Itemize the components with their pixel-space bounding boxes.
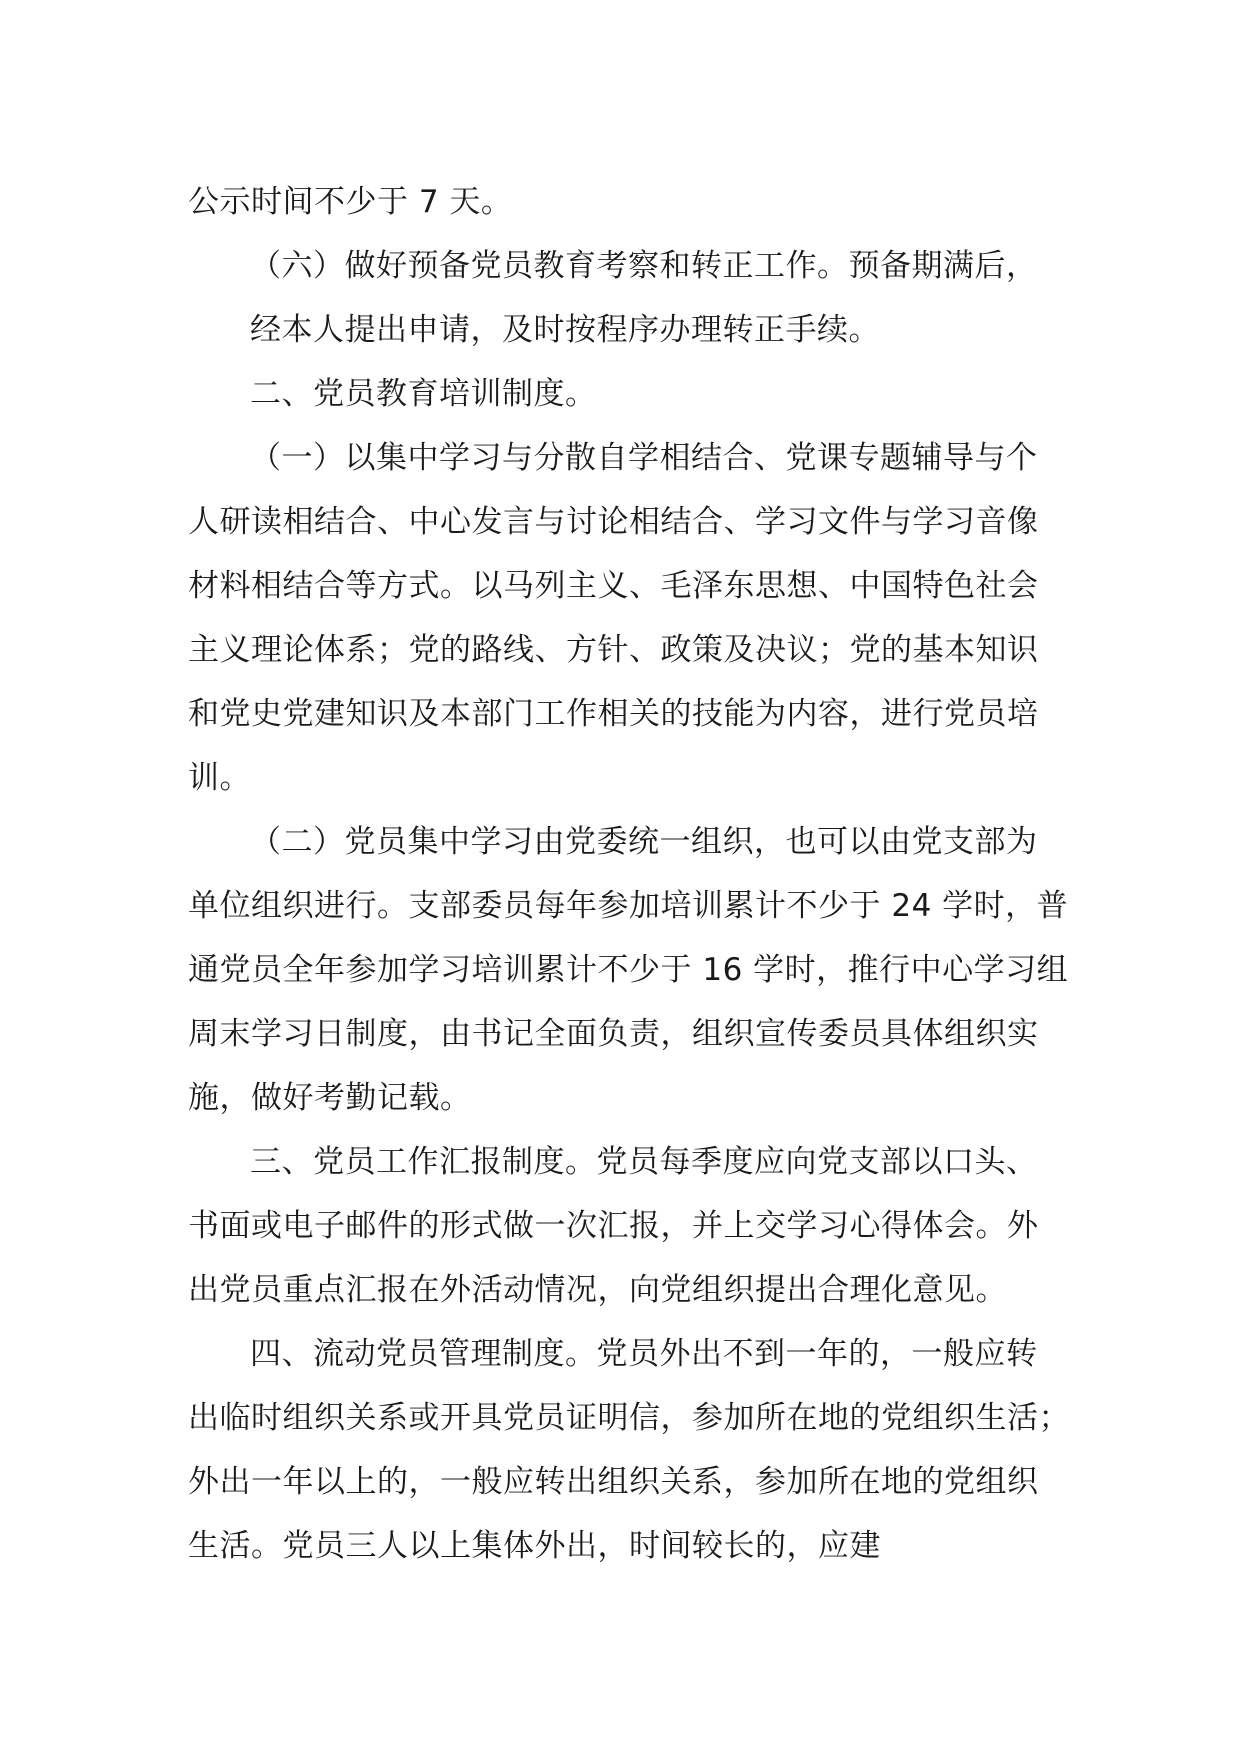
body-line: 训。 (188, 760, 251, 796)
body-line: 单位组织进行。支部委员每年参加培训累计不少于 24 学时，普 (188, 888, 1069, 924)
body-line: 施，做好考勤记载。 (188, 1080, 472, 1116)
section-heading: 二、党员教育培训制度。 (250, 376, 597, 412)
body-line: 通党员全年参加学习培训累计不少于 16 学时，推行中心学习组 (188, 952, 1069, 988)
section-heading: 三、党员工作汇报制度。党员每季度应向党支部以口头、 (250, 1144, 1038, 1180)
body-line: 出临时组织关系或开具党员证明信，参加所在地的党组织生活； (188, 1400, 1070, 1436)
body-line: 人研读相结合、中心发言与讨论相结合、学习文件与学习音像 (188, 504, 1039, 540)
section-heading: 四、流动党员管理制度。党员外出不到一年的，一般应转 (250, 1336, 1038, 1372)
document-body (188, 170, 1088, 1578)
body-line: 材料相结合等方式。以马列主义、毛泽东思想、中国特色社会 (188, 568, 1039, 604)
paragraph-first-line: （二）党员集中学习由党委统一组织，也可以由党支部为 (250, 824, 1038, 860)
body-line: 生活。党员三人以上集体外出，时间较长的，应建 (188, 1528, 881, 1564)
body-line: 和党史党建知识及本部门工作相关的技能为内容，进行党员培 (188, 696, 1039, 732)
body-line: 公示时间不少于 7 天。 (188, 184, 513, 220)
body-line: 外出一年以上的，一般应转出组织关系，参加所在地的党组织 (188, 1464, 1039, 1500)
body-line: 主义理论体系；党的路线、方针、政策及决议；党的基本知识 (188, 632, 1039, 668)
body-line: 出党员重点汇报在外活动情况，向党组织提出合理化意见。 (188, 1272, 1007, 1308)
body-line: 周末学习日制度，由书记全面负责，组织宣传委员具体组织实 (188, 1016, 1039, 1052)
paragraph-first-line: （六）做好预备党员教育考察和转正工作。预备期满后， (250, 248, 1038, 284)
paragraph-first-line: （一）以集中学习与分散自学相结合、党课专题辅导与个 (250, 440, 1038, 476)
body-line: 书面或电子邮件的形式做一次汇报，并上交学习心得体会。外 (188, 1208, 1039, 1244)
body-line: 经本人提出申请，及时按程序办理转正手续。 (250, 312, 880, 348)
